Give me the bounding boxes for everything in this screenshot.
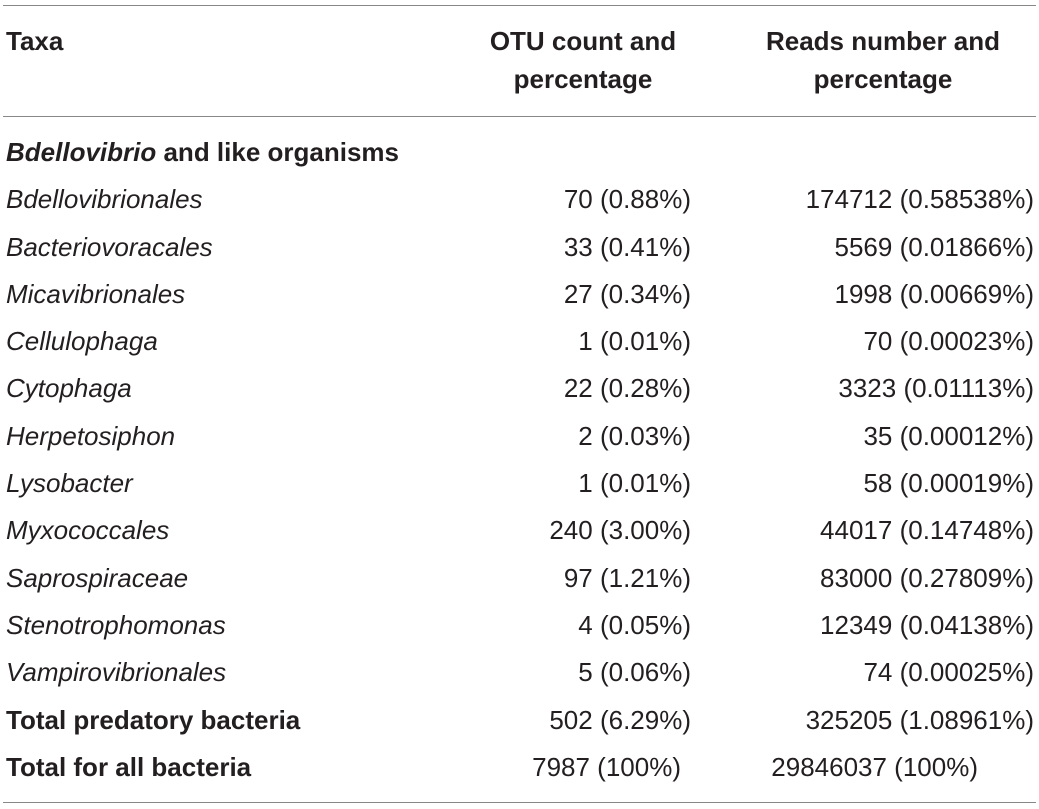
otu-cell: 22 (0.28%) xyxy=(563,373,691,404)
table-body xyxy=(3,129,1036,791)
total-predatory-otu: 502 (6.29%) xyxy=(549,704,691,735)
reads-cell: 70 (0.00023%) xyxy=(863,326,1034,357)
reads-cell: 83000 (0.27809%) xyxy=(820,562,1034,593)
header-reads-line2: percentage xyxy=(813,64,953,94)
reads-cell: 12349 (0.04138%) xyxy=(820,609,1034,640)
table-row xyxy=(3,365,1036,412)
reads-cell: 5569 (0.01866%) xyxy=(834,231,1034,262)
table-row xyxy=(3,224,1036,271)
table-header xyxy=(3,22,1036,102)
section-genus: Bdellovibrio xyxy=(6,137,157,167)
taxa-cell: Cytophaga xyxy=(6,373,132,404)
table-row xyxy=(3,460,1036,507)
otu-cell: 27 (0.34%) xyxy=(563,278,691,309)
taxa-cell: Saprospiraceae xyxy=(6,562,189,593)
reads-cell: 58 (0.00019%) xyxy=(863,468,1034,499)
reads-cell: 174712 (0.58538%) xyxy=(805,184,1034,215)
otu-cell: 33 (0.41%) xyxy=(563,231,691,262)
section-rest: and like organisms xyxy=(156,137,399,167)
header-otu xyxy=(473,22,693,98)
otu-cell: 2 (0.03%) xyxy=(578,420,691,451)
otu-cell: 240 (3.00%) xyxy=(549,515,691,546)
header-otu-line1: OTU count and xyxy=(489,26,677,56)
taxa-cell: Bacteriovoracales xyxy=(6,231,213,262)
otu-cell: 5 (0.06%) xyxy=(578,657,691,688)
reads-cell: 1998 (0.00669%) xyxy=(834,278,1034,309)
taxa-cell: Myxococcales xyxy=(6,515,170,546)
table-row xyxy=(3,555,1036,602)
section-label xyxy=(6,129,399,176)
total-predatory-row xyxy=(3,697,1036,744)
reads-cell: 44017 (0.14748%) xyxy=(820,515,1034,546)
taxa-cell: Herpetosiphon xyxy=(6,420,176,451)
header-reads xyxy=(743,22,1023,98)
total-all-row xyxy=(3,744,1036,791)
reads-cell: 35 (0.00012%) xyxy=(863,420,1034,451)
header-reads-line1: Reads number and xyxy=(765,26,1001,56)
reads-cell: 74 (0.00025%) xyxy=(863,657,1034,688)
taxa-cell: Lysobacter xyxy=(6,468,133,499)
total-all-label: Total for all bacteria xyxy=(6,751,252,782)
total-all-reads: 29846037 (100%) xyxy=(771,751,978,782)
taxa-cell: Stenotrophomonas xyxy=(6,609,226,640)
table-row xyxy=(3,602,1036,649)
header-otu-line2: percentage xyxy=(513,64,653,94)
table-row xyxy=(3,649,1036,696)
taxa-cell: Micavibrionales xyxy=(6,278,186,309)
taxa-cell: Vampirovibrionales xyxy=(6,657,227,688)
table-row xyxy=(3,318,1036,365)
table-row xyxy=(3,413,1036,460)
taxa-cell: Cellulophaga xyxy=(6,326,158,357)
table-row xyxy=(3,271,1036,318)
otu-cell: 4 (0.05%) xyxy=(578,609,691,640)
total-all-otu: 7987 (100%) xyxy=(532,751,681,782)
taxa-cell: Bdellovibrionales xyxy=(6,184,203,215)
header-taxa: Taxa xyxy=(6,26,64,56)
reads-cell: 3323 (0.01113%) xyxy=(838,373,1034,404)
otu-cell: 1 (0.01%) xyxy=(578,326,691,357)
otu-cell: 97 (1.21%) xyxy=(563,562,691,593)
total-predatory-label: Total predatory bacteria xyxy=(6,704,301,735)
total-predatory-reads: 325205 (1.08961%) xyxy=(805,704,1034,735)
table-row xyxy=(3,176,1036,223)
top-rule xyxy=(3,5,1036,6)
table-row xyxy=(3,507,1036,554)
header-rule xyxy=(3,116,1036,117)
otu-cell: 70 (0.88%) xyxy=(563,184,691,215)
section-row xyxy=(3,129,1036,176)
bottom-rule xyxy=(3,802,1036,803)
otu-cell: 1 (0.01%) xyxy=(578,468,691,499)
